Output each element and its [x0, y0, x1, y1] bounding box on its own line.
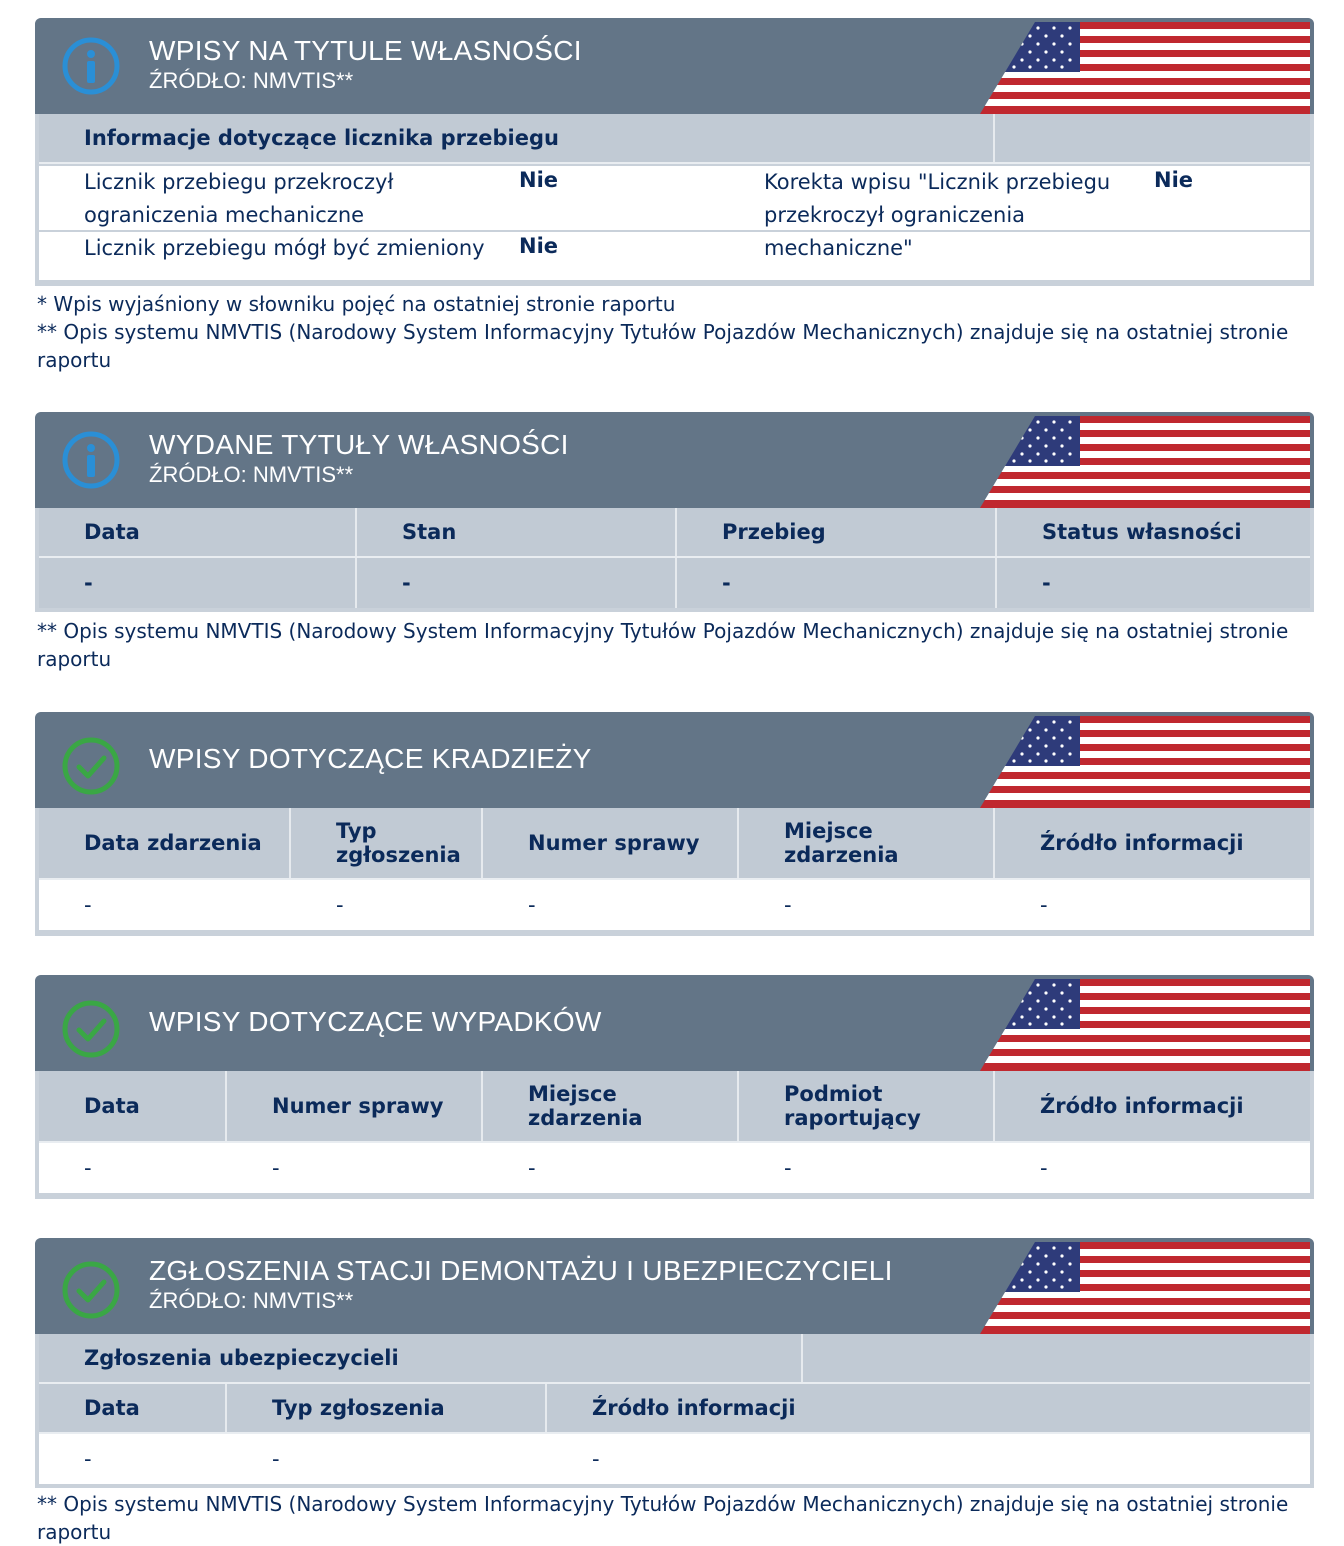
section-header	[35, 975, 1314, 1071]
check-icon	[61, 736, 121, 796]
section-salvage-insurers	[35, 1238, 1314, 1488]
table-cell: -	[1040, 893, 1048, 917]
col-header: Data	[39, 1384, 227, 1432]
col-header: Miejsce zdarzenia	[483, 1071, 739, 1141]
section-title: WPISY DOTYCZĄCE KRADZIEŻY	[149, 743, 592, 774]
col-header: Status własności	[1042, 520, 1242, 544]
table-cell: -	[592, 1447, 600, 1471]
section-source: ŹRÓDŁO: NMVTIS**	[149, 68, 354, 93]
section-accidents	[35, 975, 1314, 1199]
section-title: ZGŁOSZENIA STACJI DEMONTAŻU I UBEZPIECZYCIELI	[149, 1255, 893, 1286]
odometer-correction-label: Korekta wpisu "Licznik przebiegu przekroczył ograniczenia mechaniczne"	[764, 170, 1111, 260]
table-cell: -	[39, 558, 357, 608]
section-title-records	[35, 18, 1314, 286]
us-flag-icon	[980, 1242, 1310, 1334]
footnote: ** Opis systemu NMVTIS (Narodowy System Informacyjny Tytułów Pojazdów Mechanicznych) znajduje się na ostatniej stronie raportu	[37, 1492, 1289, 1544]
info-icon	[61, 430, 121, 490]
col-header: Typ zgłoszenia	[227, 1384, 547, 1432]
col-header: Źródło informacji	[592, 1396, 796, 1420]
col-header: Przebieg	[677, 508, 997, 556]
section-title: WYDANE TYTUŁY WŁASNOŚCI	[149, 429, 569, 460]
footnote: * Wpis wyjaśniony w słowniku pojęć na ostatniej stronie raportu ** Opis systemu NMVTIS (Narodowy System Informacyjny Tytułów Pojazdów Mechanicznych) znajduje się na ostatniej stronie raportu	[37, 292, 1289, 372]
table-cell: -	[784, 1156, 792, 1180]
check-icon	[61, 1260, 121, 1320]
col-header: Data zdarzenia	[39, 808, 291, 878]
section-theft	[35, 712, 1314, 936]
odometer-exceeded-label: Licznik przebiegu przekroczył ograniczenia mechaniczne	[84, 170, 394, 227]
col-header: Miejsce zdarzenia	[739, 808, 995, 878]
section-header	[35, 412, 1314, 508]
us-flag-icon	[980, 979, 1310, 1071]
section-header	[35, 712, 1314, 808]
section-title: WPISY NA TYTULE WŁASNOŚCI	[149, 35, 582, 66]
subheader: Informacje dotyczące licznika przebiegu	[39, 114, 995, 162]
odometer-correction-value: Nie	[1154, 168, 1194, 192]
table-cell: -	[272, 1447, 280, 1471]
table-cell: -	[336, 893, 344, 917]
section-header	[35, 18, 1314, 114]
us-flag-icon	[980, 716, 1310, 808]
subheader: Zgłoszenia ubezpieczycieli	[39, 1334, 803, 1382]
odometer-changed-value: Nie	[519, 234, 559, 258]
us-flag-icon	[980, 416, 1310, 508]
table-cell: -	[784, 893, 792, 917]
odometer-changed-label: Licznik przebiegu mógł być zmieniony	[84, 236, 485, 260]
table-cell: -	[528, 893, 536, 917]
table-cell: -	[84, 1447, 92, 1471]
table-cell: -	[1040, 1156, 1048, 1180]
table-cell: -	[677, 558, 997, 608]
col-header: Data	[39, 1071, 227, 1141]
section-source: ŹRÓDŁO: NMVTIS**	[149, 462, 354, 487]
table-cell: -	[84, 1156, 92, 1180]
us-flag-icon	[980, 22, 1310, 114]
col-header: Numer sprawy	[483, 808, 739, 878]
col-header: Numer sprawy	[227, 1071, 483, 1141]
col-header: Data	[39, 508, 357, 556]
col-header: Stan	[357, 508, 677, 556]
table-cell: -	[357, 558, 677, 608]
table-cell: -	[272, 1156, 280, 1180]
col-header: Źródło informacji	[1040, 1094, 1244, 1118]
table-cell: -	[84, 893, 92, 917]
col-header: Typ zgłoszenia	[291, 808, 483, 878]
col-header: Podmiot raportujący	[739, 1071, 995, 1141]
odometer-exceeded-value: Nie	[519, 168, 559, 192]
info-icon	[61, 36, 121, 96]
table-cell: -	[1042, 571, 1051, 595]
footnote: ** Opis systemu NMVTIS (Narodowy System Informacyjny Tytułów Pojazdów Mechanicznych) znajduje się na ostatniej stronie raportu	[37, 619, 1289, 671]
section-issued-titles	[35, 412, 1314, 612]
table-cell: -	[528, 1156, 536, 1180]
col-header: Źródło informacji	[1040, 831, 1244, 855]
section-header	[35, 1238, 1314, 1334]
check-icon	[61, 999, 121, 1059]
section-source: ŹRÓDŁO: NMVTIS**	[149, 1288, 354, 1313]
section-title: WPISY DOTYCZĄCE WYPADKÓW	[149, 1006, 602, 1037]
